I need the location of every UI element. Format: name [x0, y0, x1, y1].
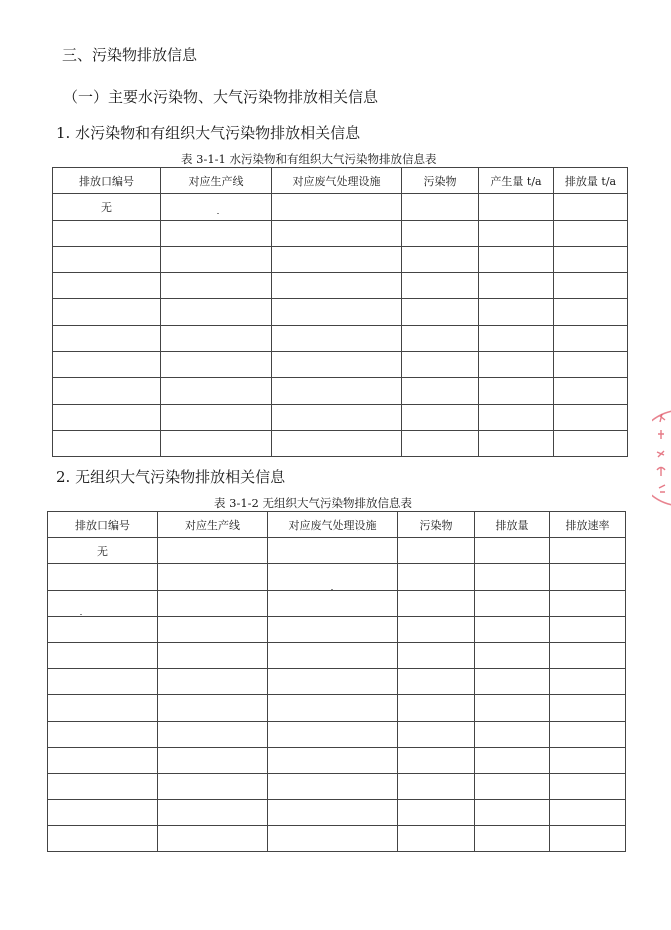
table-cell — [402, 378, 479, 404]
table-cell — [161, 325, 272, 351]
column-header: 对应生产线 — [161, 168, 272, 194]
table-cell — [475, 826, 550, 852]
table-row — [48, 773, 626, 799]
table-cell — [158, 773, 268, 799]
table-cell — [268, 721, 398, 747]
table-row — [48, 538, 626, 564]
table-cell — [479, 220, 554, 246]
table-header-row — [48, 512, 626, 538]
table-cell: 无 — [48, 538, 158, 564]
table-cell — [475, 773, 550, 799]
table-cell — [161, 273, 272, 299]
scan-speck — [80, 614, 82, 615]
table-row — [53, 325, 628, 351]
column-header: 对应生产线 — [158, 512, 268, 538]
table-cell — [550, 800, 626, 826]
table-cell — [272, 325, 402, 351]
table-cell — [402, 325, 479, 351]
subsection-heading: （一）主要水污染物、大气污染物排放相关信息 — [63, 88, 379, 106]
column-header: 排放速率 — [550, 512, 626, 538]
table-cell — [554, 430, 628, 456]
table-cell — [161, 352, 272, 378]
table-cell — [48, 564, 158, 590]
table-cell — [550, 773, 626, 799]
table-cell — [550, 642, 626, 668]
table-cell — [53, 273, 161, 299]
table-cell — [479, 273, 554, 299]
table-cell — [53, 430, 161, 456]
table-cell — [48, 695, 158, 721]
table-cell — [554, 378, 628, 404]
column-header: 产生量 t/a — [479, 168, 554, 194]
table-row — [48, 564, 626, 590]
table-row — [48, 590, 626, 616]
table-cell — [398, 800, 475, 826]
table-cell — [158, 695, 268, 721]
table-cell — [398, 826, 475, 852]
table-header-row — [53, 168, 628, 194]
table-row — [48, 826, 626, 852]
table-row — [48, 747, 626, 773]
table2-caption: 表 3-1-2 无组织大气污染物排放信息表 — [214, 496, 413, 510]
table-cell — [479, 352, 554, 378]
table-cell — [158, 642, 268, 668]
table-cell — [402, 194, 479, 220]
column-header: 对应废气处理设施 — [268, 512, 398, 538]
table-cell — [158, 538, 268, 564]
table-cell — [398, 538, 475, 564]
table-cell — [48, 826, 158, 852]
table-cell — [53, 352, 161, 378]
table-cell — [554, 246, 628, 272]
table-cell — [48, 642, 158, 668]
table-cell — [272, 220, 402, 246]
table-cell — [268, 642, 398, 668]
table-row — [53, 430, 628, 456]
table-cell — [398, 721, 475, 747]
table-cell — [161, 430, 272, 456]
column-header: 对应废气处理设施 — [272, 168, 402, 194]
table-cell — [53, 404, 161, 430]
table-cell — [550, 538, 626, 564]
table-cell — [272, 299, 402, 325]
table-cell — [161, 220, 272, 246]
table-cell — [268, 747, 398, 773]
table-cell — [53, 246, 161, 272]
table-cell — [402, 404, 479, 430]
table-cell — [161, 194, 272, 220]
table-cell — [554, 352, 628, 378]
table-row — [53, 352, 628, 378]
table-cell — [475, 642, 550, 668]
table-row — [53, 246, 628, 272]
table-cell — [402, 352, 479, 378]
table-cell — [402, 299, 479, 325]
table-row — [53, 404, 628, 430]
table-row — [53, 273, 628, 299]
table-cell — [554, 325, 628, 351]
seal-stamp-fragment — [652, 408, 671, 508]
table-row — [48, 616, 626, 642]
table-cell — [398, 773, 475, 799]
table-cell — [48, 721, 158, 747]
table-cell — [158, 669, 268, 695]
table-cell — [475, 721, 550, 747]
table-cell — [550, 747, 626, 773]
table-cell: 无 — [53, 194, 161, 220]
table-cell — [48, 590, 158, 616]
table-cell — [479, 325, 554, 351]
table-cell — [48, 773, 158, 799]
table-cell — [268, 590, 398, 616]
table-cell — [158, 826, 268, 852]
table-3-1-2 — [47, 511, 626, 852]
column-header: 排放口编号 — [53, 168, 161, 194]
table-cell — [268, 800, 398, 826]
table-cell — [272, 430, 402, 456]
table-cell — [53, 325, 161, 351]
table-cell — [272, 273, 402, 299]
table-cell — [53, 299, 161, 325]
table-cell — [402, 246, 479, 272]
column-header: 污染物 — [398, 512, 475, 538]
table-row — [48, 642, 626, 668]
table-row — [53, 299, 628, 325]
table-cell — [402, 220, 479, 246]
table-cell — [554, 299, 628, 325]
table-cell — [475, 800, 550, 826]
table-cell — [272, 378, 402, 404]
table-cell — [158, 564, 268, 590]
table-cell — [158, 747, 268, 773]
table-cell — [554, 220, 628, 246]
table-cell — [53, 220, 161, 246]
table-cell — [398, 616, 475, 642]
table-row — [48, 800, 626, 826]
table-cell — [550, 669, 626, 695]
table-cell — [272, 246, 402, 272]
table-cell — [268, 695, 398, 721]
table-cell — [398, 695, 475, 721]
table1-caption: 表 3-1-1 水污染物和有组织大气污染物排放信息表 — [181, 152, 437, 166]
table-cell — [158, 800, 268, 826]
table-cell — [479, 194, 554, 220]
table-cell — [398, 747, 475, 773]
section-heading: 三、污染物排放信息 — [62, 46, 198, 64]
table-cell — [398, 642, 475, 668]
table-cell — [398, 564, 475, 590]
table-3-1-1 — [52, 167, 628, 457]
table-cell — [268, 826, 398, 852]
table-cell — [402, 273, 479, 299]
table-cell — [550, 616, 626, 642]
table-cell — [161, 404, 272, 430]
table-cell — [272, 194, 402, 220]
column-header: 污染物 — [402, 168, 479, 194]
table-cell — [268, 669, 398, 695]
table-cell — [272, 352, 402, 378]
table-cell — [475, 695, 550, 721]
table-cell — [48, 616, 158, 642]
table-cell — [268, 564, 398, 590]
table-cell — [479, 246, 554, 272]
table-cell — [550, 695, 626, 721]
table-cell — [475, 616, 550, 642]
table-cell — [158, 590, 268, 616]
table-cell — [475, 538, 550, 564]
table-cell — [272, 404, 402, 430]
table-cell — [475, 669, 550, 695]
table-cell — [398, 590, 475, 616]
table-cell — [550, 590, 626, 616]
item2-heading: 2. 无组织大气污染物排放相关信息 — [56, 468, 286, 486]
column-header: 排放口编号 — [48, 512, 158, 538]
table-cell — [158, 616, 268, 642]
table-cell — [158, 721, 268, 747]
table-row — [53, 220, 628, 246]
table-row — [53, 378, 628, 404]
table-cell — [161, 246, 272, 272]
table-cell — [48, 747, 158, 773]
table-cell — [268, 538, 398, 564]
table-cell — [53, 378, 161, 404]
column-header: 排放量 t/a — [554, 168, 628, 194]
table-cell — [268, 773, 398, 799]
table-cell — [475, 590, 550, 616]
table-cell — [554, 273, 628, 299]
table-cell — [479, 404, 554, 430]
item1-heading: 1. 水污染物和有组织大气污染物排放相关信息 — [56, 124, 361, 142]
table-cell — [161, 378, 272, 404]
table-cell — [554, 194, 628, 220]
table-cell — [550, 564, 626, 590]
table-cell — [479, 378, 554, 404]
scan-speck — [331, 589, 333, 590]
table-cell — [402, 430, 479, 456]
table-row — [48, 721, 626, 747]
table-cell — [48, 800, 158, 826]
table-cell — [479, 430, 554, 456]
table-cell — [479, 299, 554, 325]
table-cell — [554, 404, 628, 430]
table-cell — [550, 721, 626, 747]
table-cell — [398, 669, 475, 695]
table-cell — [48, 669, 158, 695]
scan-speck — [217, 213, 219, 214]
table-cell — [475, 564, 550, 590]
column-header: 排放量 — [475, 512, 550, 538]
table-cell — [550, 826, 626, 852]
table-cell — [161, 299, 272, 325]
table-cell — [475, 747, 550, 773]
table-row — [48, 695, 626, 721]
table-row — [48, 669, 626, 695]
table-row — [53, 194, 628, 220]
table-cell — [268, 616, 398, 642]
